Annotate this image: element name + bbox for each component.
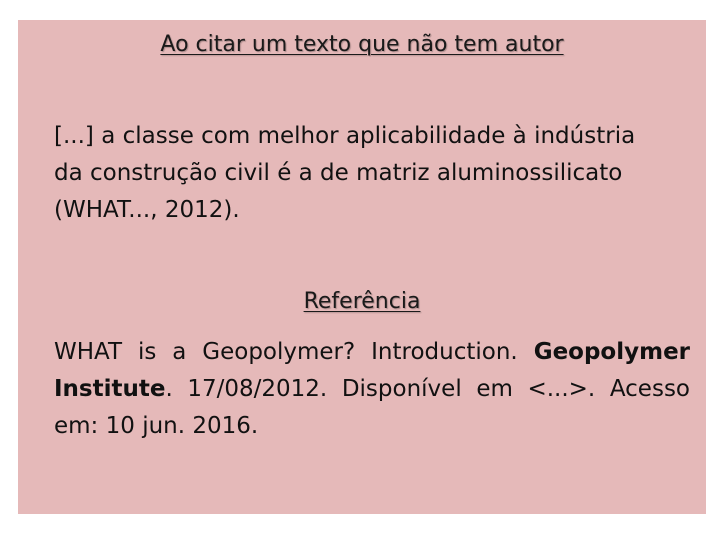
reference-heading: Referência: [303, 289, 421, 314]
slide-panel: [18, 20, 706, 514]
reference-source: Geopolymer Institute: [54, 339, 691, 402]
reference-access: em <...>. Acesso em: 10 jun. 2016.: [54, 376, 690, 439]
reference-date: . 17/08/2012. Disponível: [165, 376, 462, 402]
quote-line-1: [...] a classe com melhor aplicabilidade à indústria: [54, 123, 636, 149]
reference-entry: [54, 334, 690, 445]
citation-quote: [54, 118, 704, 229]
quote-line-2: da construção civil é a de matriz aluminossilicato: [54, 160, 623, 186]
reference-title: WHAT is a Geopolymer? Introduction.: [54, 339, 518, 365]
quote-line-3: (WHAT..., 2012).: [54, 197, 240, 223]
slide-title: Ao citar um texto que não tem autor: [160, 32, 564, 57]
